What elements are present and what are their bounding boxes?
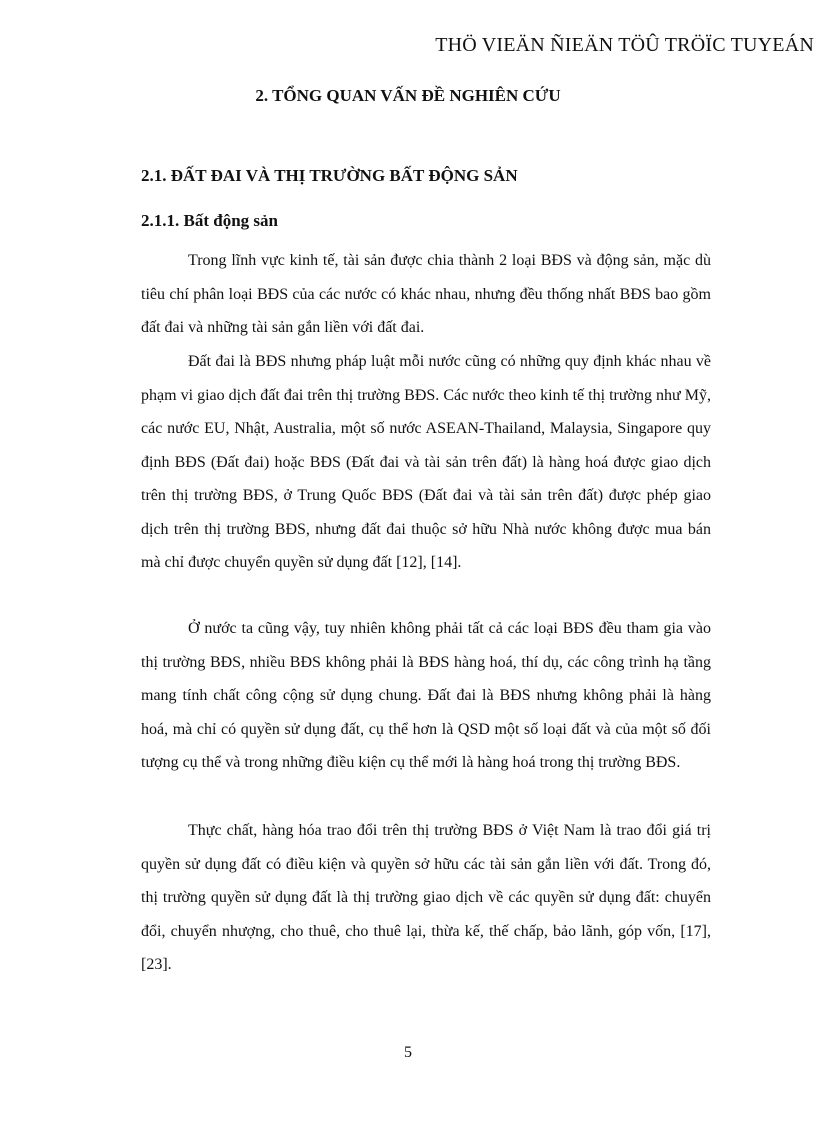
- chapter-title: 2. TỔNG QUAN VẤN ĐỀ NGHIÊN CỨU: [255, 86, 561, 105]
- paragraph-4: Thực chất, hàng hóa trao đổi trên thị trường BĐS ở Việt Nam là trao đổi giá trị quyền sử dụng đất có điều kiện và quyền sở hữu các tài sản gắn liền với đất. Trong đó, thị trường quyền sử dụng đất là thị trường giao dịch về các quyền sử dụng đất: chuyển đổi, chuyển nhượng, cho thuê, cho thuê lại, thừa kế, thế chấp, bảo lãnh, góp vốn, [17], [23].: [141, 822, 711, 973]
- header-watermark: THÖ VIEÄN ÑIEÄN TÖÛ TRÖÏC TUYEÁN: [435, 34, 814, 56]
- subsection-title: 2.1.1. Bất động sản: [141, 211, 278, 230]
- paragraph-3: Ở nước ta cũng vậy, tuy nhiên không phải tất cả các loại BĐS đều tham gia vào thị trường BĐS, nhiều BĐS không phải là BĐS hàng hoá, thí dụ, các công trình hạ tầng mang tính chất công cộng sử dụng chung. Đất đai là BĐS nhưng không phải là hàng hoá, mà chỉ có quyền sử dụng đất, cụ thể hơn là QSD một số loại đất và của một số đối tượng cụ thể và trong những điều kiện cụ thể mới là hàng hoá trong thị trường BĐS.: [141, 620, 711, 771]
- section-title: 2.1. ĐẤT ĐAI VÀ THỊ TRƯỜNG BẤT ĐỘNG SẢN: [141, 166, 518, 185]
- paragraph-1: Trong lĩnh vực kinh tế, tài sản được chia thành 2 loại BĐS và động sản, mặc dù tiêu chí phân loại BĐS của các nước có khác nhau, nhưng đều thống nhất BĐS bao gồm đất đai và những tài sản gắn liền với đất đai.: [141, 252, 711, 336]
- page-number: 5: [404, 1044, 412, 1061]
- paragraph-2: Đất đai là BĐS nhưng pháp luật mỗi nước cũng có những quy định khác nhau về phạm vi giao dịch đất đai trên thị trường BĐS. Các nước theo kinh tế thị trường như Mỹ, các nước EU, Nhật, Australia, một số nước ASEAN-Thailand, Malaysia, Singapore quy định BĐS (Đất đai) hoặc BĐS (Đất đai và tài sản trên đất) là hàng hoá được giao dịch trên thị trường BĐS, ở Trung Quốc BĐS (Đất đai và tài sản trên đất) được phép giao dịch trên thị trường BĐS, nhưng đất đai thuộc sở hữu Nhà nước không được mua bán mà chỉ được chuyển quyền sử dụng đất [12], [14].: [141, 353, 711, 571]
